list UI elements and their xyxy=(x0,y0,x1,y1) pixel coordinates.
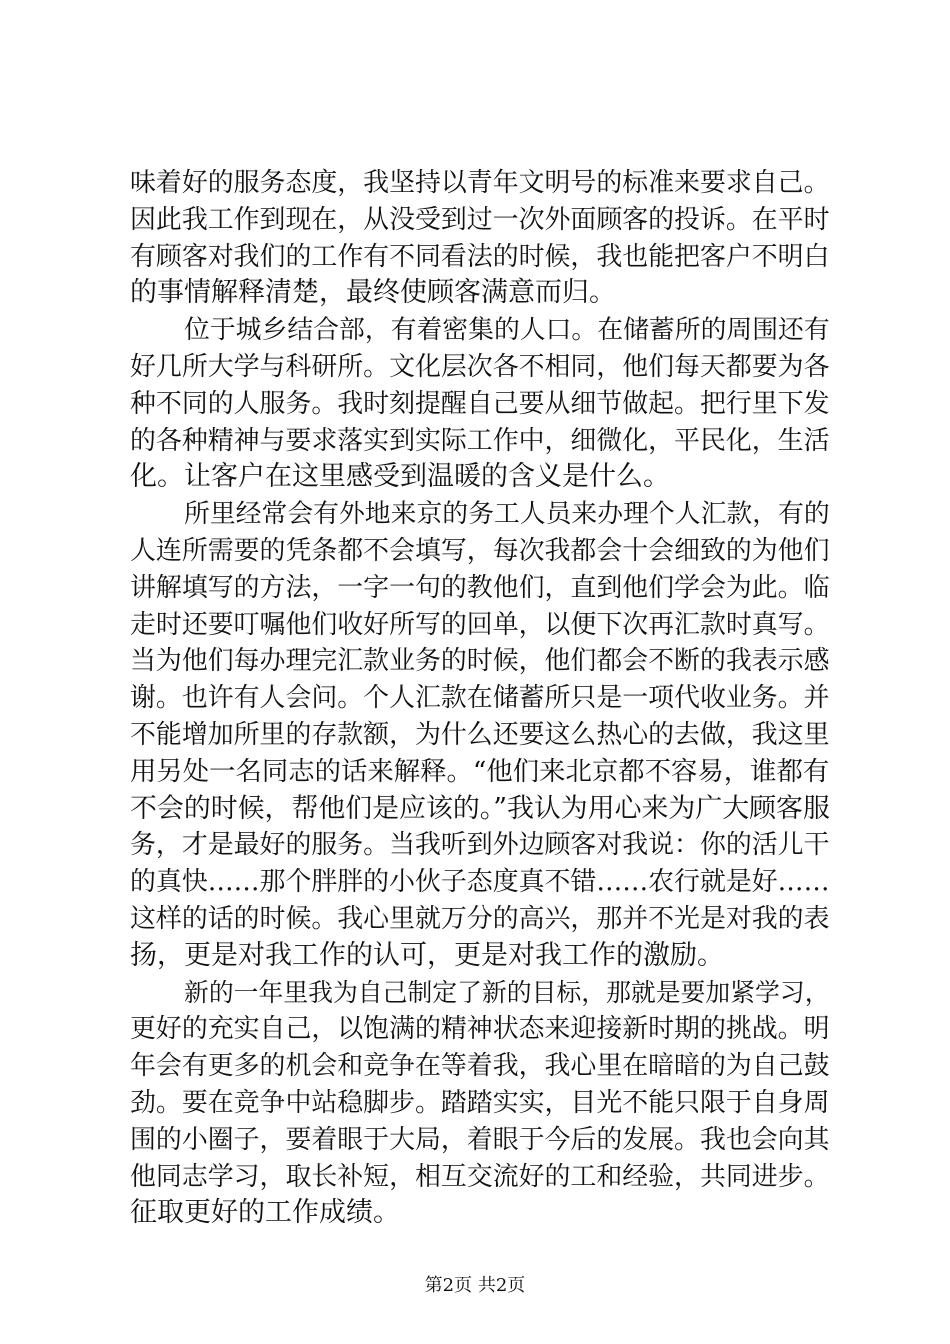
text-line: 年会有更多的机会和竞争在等着我，我心里在暗暗的为自己鼓 xyxy=(130,1051,830,1082)
text-line: 种不同的人服务。我时刻提醒自己要从细节做起。把行里下发 xyxy=(130,388,830,419)
text-line: 因此我工作到现在，从没受到过一次外面顾客的投诉。在平时 xyxy=(130,204,830,235)
text-line: 围的小圈子，要着眼于大局，着眼于今后的发展。我也会向其 xyxy=(130,1124,830,1155)
text-line: 务，才是最好的服务。当我听到外边顾客对我说：你的活儿干 xyxy=(130,830,830,861)
text-line: 走时还要叮嘱他们收好所写的回单，以便下次再汇款时真写。 xyxy=(130,609,830,640)
text-line: 味着好的服务态度，我坚持以青年文明号的标准来要求自己。 xyxy=(130,168,830,198)
paragraph xyxy=(130,165,830,312)
text-line: 的真快……那个胖胖的小伙子态度真不错……农行就是好…… xyxy=(130,867,830,898)
text-line: 位于城乡结合部，有着密集的人口。在储蓄所的周围还有 xyxy=(184,315,830,346)
text-line: 更好的充实自己，以饱满的精神状态来迎接新时期的挑战。明 xyxy=(130,1014,830,1045)
text-line: 化。让客户在这里感受到温暖的含义是什么。 xyxy=(130,461,670,493)
page-footer: 第2页 共2页 xyxy=(424,1275,526,1296)
text-line: 扬，更是对我工作的认可，更是对我工作的激励。 xyxy=(130,939,724,971)
text-line: 所里经常会有外地来京的务工人员来办理个人汇款，有的 xyxy=(184,499,830,530)
text-line: 的事情解释清楚，最终使顾客满意而归。 xyxy=(130,277,616,309)
text-line: 劲。要在竞争中站稳脚步。踏踏实实，目光不能只限于自身周 xyxy=(130,1087,830,1118)
text-line: 用另处一名同志的话来解释。“他们来北京都不容易，谁都有 xyxy=(130,756,830,787)
text-line: 有顾客对我们的工作有不同看法的时候，我也能把客户不明白 xyxy=(130,241,830,272)
text-line: 这样的话的时候。我心里就万分的高兴，那并不光是对我的表 xyxy=(130,903,830,934)
paragraph xyxy=(130,496,830,974)
text-line: 不会的时候，帮他们是应该的。”我认为用心来为广大顾客服 xyxy=(130,792,830,824)
text-line: 当为他们每办理完汇款业务的时候，他们都会不断的我表示感 xyxy=(130,646,830,677)
paragraph xyxy=(130,975,830,1233)
paragraph xyxy=(130,312,830,496)
text-line: 他同志学习，取长补短，相互交流好的工和经验，共同进步。 xyxy=(130,1161,830,1192)
text-line: 不能增加所里的存款额，为什么还要这么热心的去做，我这里 xyxy=(130,719,830,750)
text-line: 讲解填写的方法，一字一句的教他们，直到他们学会为此。临 xyxy=(130,572,830,603)
document-body xyxy=(130,165,830,1232)
text-line: 新的一年里我为自己制定了新的目标，那就是要加紧学习， xyxy=(184,977,830,1007)
text-line: 人连所需要的凭条都不会填写，每次我都会十会细致的为他们 xyxy=(130,535,830,566)
text-line: 好几所大学与科研所。文化层次各不相同，他们每天都要为各 xyxy=(130,351,830,382)
text-line: 的各种精神与要求落实到实际工作中，细微化，平民化，生活 xyxy=(130,425,830,456)
text-line: 谢。也许有人会问。个人汇款在储蓄所只是一项代收业务。并 xyxy=(130,683,830,714)
text-line: 征取更好的工作成绩。 xyxy=(130,1197,400,1229)
